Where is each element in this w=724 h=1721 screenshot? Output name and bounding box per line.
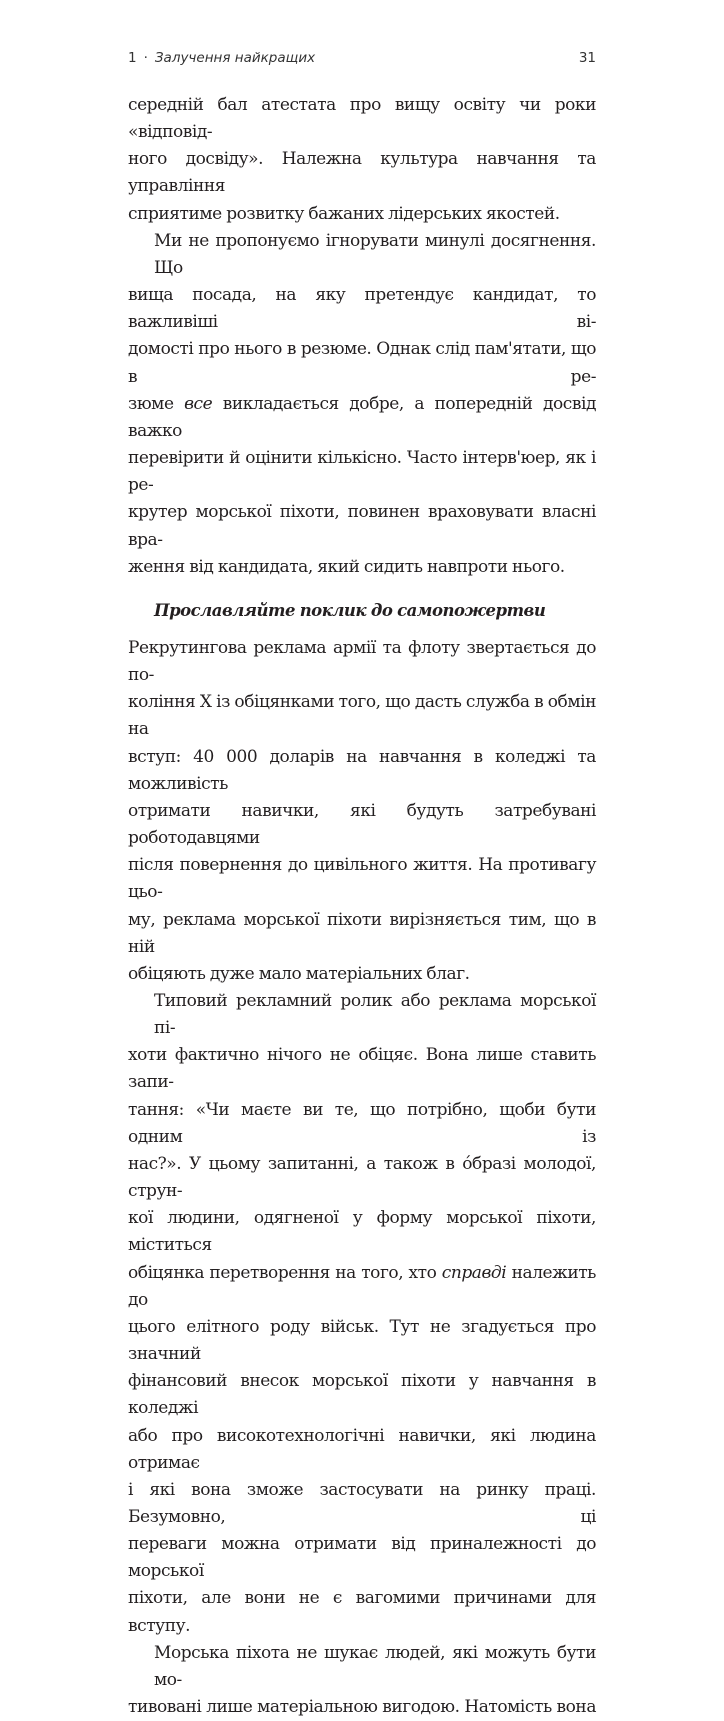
- chapter-title: Залучення найкращих: [154, 50, 316, 66]
- text-line: переваги можна отримати від приналежності до морської: [128, 1534, 596, 1582]
- text-fragment: обіцянка перетворення на того, хто: [128, 1262, 442, 1283]
- text-line: кої людини, одягненої у форму морської піхоти, міститься: [128, 1208, 596, 1256]
- text-line: середній бал атестата про вищу освіту чи роки «відповід-: [128, 95, 596, 143]
- text-line: або про високотехнологічні навички, які людина отримає: [128, 1425, 596, 1473]
- text-line: перевірити й оцінити кількісно. Часто інтерв'юер, як і ре-: [128, 448, 596, 496]
- text-fragment: належить до: [128, 1262, 596, 1310]
- paragraph: [128, 988, 596, 1640]
- page-number: 31: [578, 50, 596, 66]
- text-line: Морська піхота не шукає людей, які можуть бути мо-: [154, 1642, 596, 1690]
- text-fragment: зюме: [128, 393, 185, 414]
- body-text: [128, 92, 596, 1721]
- text-line: Типовий рекламний ролик або реклама морської пі-: [154, 991, 596, 1039]
- text-line: тання: «Чи маєте ви те, що потрібно, щоби бути одним із: [128, 1099, 596, 1147]
- text-line: вища посада, на яку претендує кандидат, то важливіші ві-: [128, 285, 596, 333]
- text-line: нас?». У цьому запитанні, а також в óбразі молодої, струн-: [128, 1153, 596, 1202]
- header-separator: ·: [143, 50, 148, 66]
- running-header: [128, 50, 596, 72]
- text-line: коління X із обіцянками того, що дасть служба в обмін на: [128, 692, 596, 740]
- text-fragment: викладається добре, а попередній досвід важко: [128, 393, 597, 441]
- text-line: тивовані лише матеріальною вигодою. Натомість вона: [128, 1697, 596, 1718]
- text-line: цього елітного роду військ. Тут не згадується про значний: [128, 1316, 596, 1365]
- text-line: фінансовий внесок морської піхоти у навчання в коледжі: [128, 1371, 596, 1419]
- text-line: обіцяють дуже мало матеріальних благ.: [128, 963, 470, 984]
- text-line: Рекрутингова реклама армії та флоту звертається до по-: [128, 637, 596, 686]
- text-line: вступ: 40 000 доларів на навчання в коледжі та можливість: [128, 746, 596, 794]
- emphasis-word: все: [184, 393, 213, 414]
- text-line: хоти фактично нічого не обіцяє. Вона лише ставить запи-: [128, 1045, 596, 1093]
- paragraph: [128, 1640, 596, 1721]
- paragraph: [128, 635, 596, 988]
- text-line-with-emphasis: [128, 1260, 596, 1314]
- emphasis-word: справді: [441, 1262, 507, 1283]
- text-line: і які вона зможе застосувати на ринку праці. Безумовно, ці: [128, 1479, 596, 1527]
- section-heading: Прославляйте поклик до самопожертви: [154, 600, 546, 620]
- text-line: крутер морської піхоти, повинен враховувати власні вра-: [128, 502, 596, 550]
- text-line: му, реклама морської піхоти вирізняється тим, що в ній: [128, 909, 596, 957]
- text-line: домості про нього в резюме. Однак слід пам'ятати, що в ре-: [128, 339, 596, 387]
- text-line: Ми не пропонуємо ігнорувати минулі досягнення. Що: [154, 230, 596, 278]
- text-line-with-emphasis: [128, 391, 596, 445]
- text-line: сприятиме розвитку бажаних лідерських якостей.: [128, 203, 560, 224]
- paragraph: [128, 228, 596, 581]
- text-line: ження від кандидата, який сидить навпроти нього.: [128, 556, 565, 577]
- text-line: піхоти, але вони не є вагомими причинами для вступу.: [128, 1588, 596, 1636]
- text-line: після повернення до цивільного життя. На противагу цьо-: [128, 855, 596, 903]
- paragraph: [128, 92, 596, 228]
- chapter-number: 1: [128, 50, 137, 66]
- header-left: [128, 50, 315, 66]
- text-line: отримати навички, які будуть затребувані роботодавцями: [128, 800, 596, 849]
- text-line: ного досвіду». Належна культура навчання та управління: [128, 149, 596, 197]
